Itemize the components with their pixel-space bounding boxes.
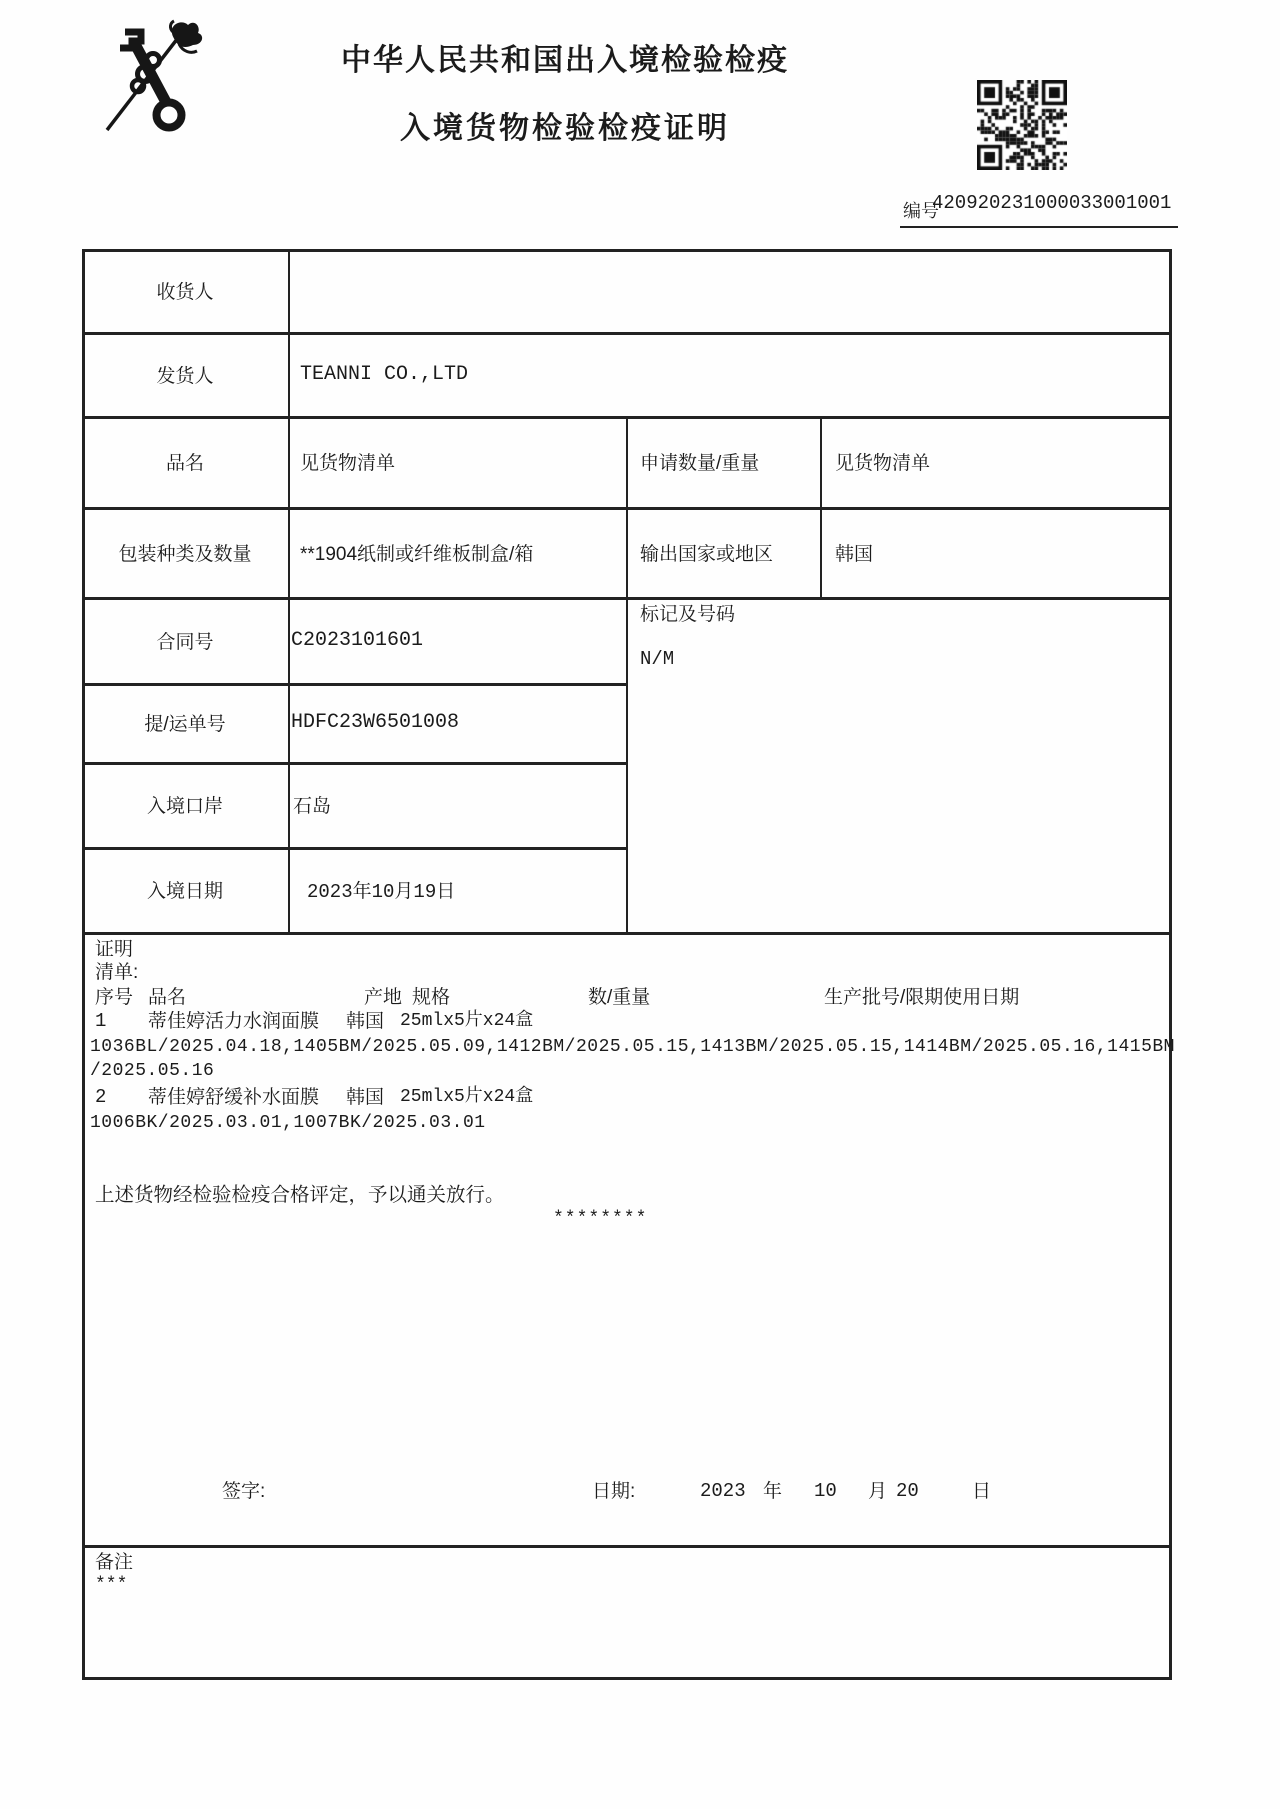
table-gridline bbox=[820, 416, 822, 597]
field-value-contract-no: C2023101601 bbox=[291, 628, 424, 652]
date-year-unit: 年 bbox=[763, 1481, 783, 1502]
list-item-batches-cont: /2025.05.16 bbox=[90, 1061, 215, 1081]
field-label-consignee: 收货人 bbox=[156, 282, 214, 303]
field-value-package: **1904纸制或纤维板制盒/箱 bbox=[300, 543, 534, 565]
field-label-consignor: 发货人 bbox=[156, 365, 214, 387]
certificate-section-label: 证明 bbox=[95, 939, 134, 960]
field-label-entry-port: 入境口岸 bbox=[146, 796, 223, 817]
list-header-qty: 数/重量 bbox=[588, 987, 651, 1008]
list-header-origin: 产地 bbox=[364, 987, 403, 1008]
list-item-spec: 25mlx5片x24盒 bbox=[400, 1011, 534, 1031]
table-gridline bbox=[82, 932, 1172, 935]
field-label-package: 包装种类及数量 bbox=[118, 543, 252, 565]
list-item-spec: 25mlx5片x24盒 bbox=[400, 1087, 534, 1107]
list-header-name: 品名 bbox=[148, 987, 187, 1008]
end-asterisks: ******** bbox=[553, 1209, 648, 1229]
qr-code bbox=[977, 80, 1067, 170]
field-value-marks: N/M bbox=[640, 648, 675, 670]
table-gridline bbox=[288, 249, 290, 932]
field-label-quantity: 申请数量/重量 bbox=[640, 453, 760, 474]
list-item-origin: 韩国 bbox=[346, 1087, 385, 1108]
conclusion-text: 上述货物经检验检疫合格评定，予以通关放行。 bbox=[95, 1184, 505, 1206]
date-month-value: 10 bbox=[814, 1480, 837, 1502]
serial-underline bbox=[900, 226, 1178, 228]
cert-title: 入境货物检验检疫证明 bbox=[400, 112, 730, 145]
field-label-entry-date: 入境日期 bbox=[146, 881, 223, 902]
list-item-seq: 2 bbox=[95, 1086, 107, 1108]
field-label-export-region: 输出国家或地区 bbox=[640, 543, 774, 565]
ciq-emblem-icon bbox=[95, 18, 203, 138]
date-day-value: 20 bbox=[896, 1480, 919, 1502]
field-label-bl-no: 提/运单号 bbox=[144, 714, 226, 735]
field-value-consignee bbox=[300, 249, 1160, 332]
remarks-value: *** bbox=[95, 1575, 128, 1595]
field-label-marks: 标记及号码 bbox=[640, 604, 736, 625]
field-value-bl-no: HDFC23W6501008 bbox=[291, 711, 460, 734]
list-item-batches: 1006BK/2025.03.01,1007BK/2025.03.01 bbox=[90, 1113, 486, 1133]
field-value-product: 见货物清单 bbox=[300, 453, 396, 474]
certificate-list-label: 清单: bbox=[95, 962, 139, 983]
org-title: 中华人民共和国出入境检验检疫 bbox=[341, 44, 789, 77]
field-value-export-region: 韩国 bbox=[835, 543, 874, 565]
signature-label: 签字: bbox=[222, 1481, 266, 1502]
list-header-spec: 规格 bbox=[412, 987, 451, 1008]
date-day-unit: 日 bbox=[972, 1481, 992, 1502]
table-gridline bbox=[82, 1545, 1172, 1548]
field-value-quantity: 见货物清单 bbox=[835, 453, 931, 474]
list-header-batch: 生产批号/限期使用日期 bbox=[824, 987, 1020, 1008]
field-label-product: 品名 bbox=[165, 453, 204, 474]
list-item-name: 蒂佳婷舒缓补水面膜 bbox=[148, 1087, 320, 1108]
date-year-value: 2023 bbox=[700, 1480, 746, 1502]
date-month-unit: 月 bbox=[868, 1481, 888, 1502]
serial-label: 编号 bbox=[903, 201, 939, 221]
date-label: 日期: bbox=[592, 1481, 636, 1502]
list-item-name: 蒂佳婷活力水润面膜 bbox=[148, 1011, 320, 1032]
serial-number: 420920231000033001001 bbox=[932, 192, 1172, 214]
list-item-seq: 1 bbox=[95, 1010, 107, 1032]
field-value-entry-port: 石岛 bbox=[293, 796, 332, 817]
field-value-entry-date: 2023年10月19日 bbox=[307, 881, 456, 903]
list-item-batches: 1036BL/2025.04.18,1405BM/2025.05.09,1412BM/2025.05.15,1413BM/2025.05.15,1414BM/2025.05.16,1415BM bbox=[90, 1037, 1175, 1057]
list-header-seq: 序号 bbox=[95, 987, 134, 1008]
list-item-origin: 韩国 bbox=[346, 1011, 385, 1032]
field-label-contract-no: 合同号 bbox=[156, 631, 214, 653]
remarks-label: 备注 bbox=[95, 1552, 134, 1573]
field-value-consignor: TEANNI CO.,LTD bbox=[300, 362, 469, 386]
